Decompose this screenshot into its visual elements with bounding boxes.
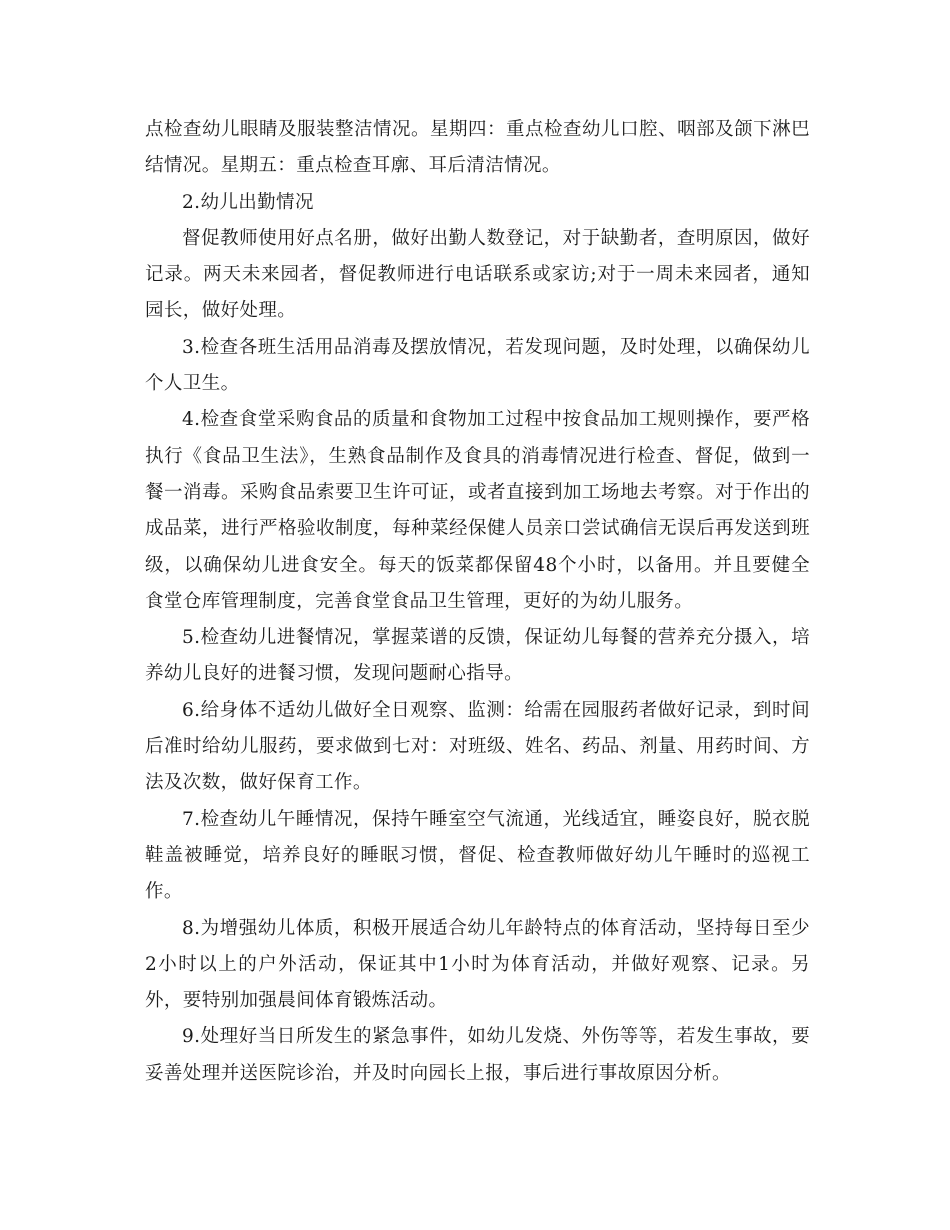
paragraph-item-7: 7.检查幼儿午睡情况，保持午睡室空气流通，光线适宜，睡姿良好，脱衣脱鞋盖被睡觉，培养良好的睡眠习惯，督促、检查教师做好幼儿午睡时的巡视工作。 [145,808,810,903]
paragraph-continuation: 点检查幼儿眼睛及服装整洁情况。星期四：重点检查幼儿口腔、咽部及颌下淋巴结情况。星期五：重点检查耳廓、耳后清洁情况。 [145,119,810,177]
paragraph-item-6: 6.给身体不适幼儿做好全日观察、监测：给需在园服药者做好记录，到时间后准时给幼儿服药，要求做到七对：对班级、姓名、药品、剂量、用药时间、方法及次数，做好保育工作。 [145,699,810,794]
paragraph-item-9: 9.处理好当日所发生的紧急事件，如幼儿发烧、外伤等等，若发生事故，要妥善处理并送医院诊治，并及时向园长上报，事后进行事故原因分析。 [145,1026,810,1084]
document-body [145,112,810,1092]
paragraph-item-5: 5.检查幼儿进餐情况，掌握菜谱的反馈，保证幼儿每餐的营养充分摄入，培养幼儿良好的进餐习惯，发现问题耐心指导。 [145,627,810,685]
paragraph-heading-attendance: 2.幼儿出勤情况 [182,191,314,213]
paragraph-item-4: 4.检查食堂采购食品的质量和食物加工过程中按食品加工规则操作，要严格执行《食品卫生法》，生熟食品制作及食具的消毒情况进行检查、督促，做到一餐一消毒。采购食品索要卫生许可证，或者直接到加工场地去考察。对于作出的成品菜，进行严格验收制度，每种菜经保健人员亲口尝试确信无误后再发送到班级，以确保幼儿进食安全。每天的饭菜都保留48个小时，以备用。并且要健全食堂仓库管理制度，完善食堂食品卫生管理，更好的为幼儿服务。 [145,409,810,612]
paragraph-item-8: 8.为增强幼儿体质，积极开展适合幼儿年龄特点的体育活动，坚持每日至少2小时以上的户外活动，保证其中1小时为体育活动，并做好观察、记录。另外，要特别加强晨间体育锻炼活动。 [145,917,810,1012]
paragraph-attendance: 督促教师使用好点名册，做好出勤人数登记，对于缺勤者，查明原因，做好记录。两天未来园者，督促教师进行电话联系或家访;对于一周未来园者，通知园长，做好处理。 [145,227,810,322]
paragraph-item-3: 3.检查各班生活用品消毒及摆放情况，若发现问题，及时处理，以确保幼儿个人卫生。 [145,336,810,395]
